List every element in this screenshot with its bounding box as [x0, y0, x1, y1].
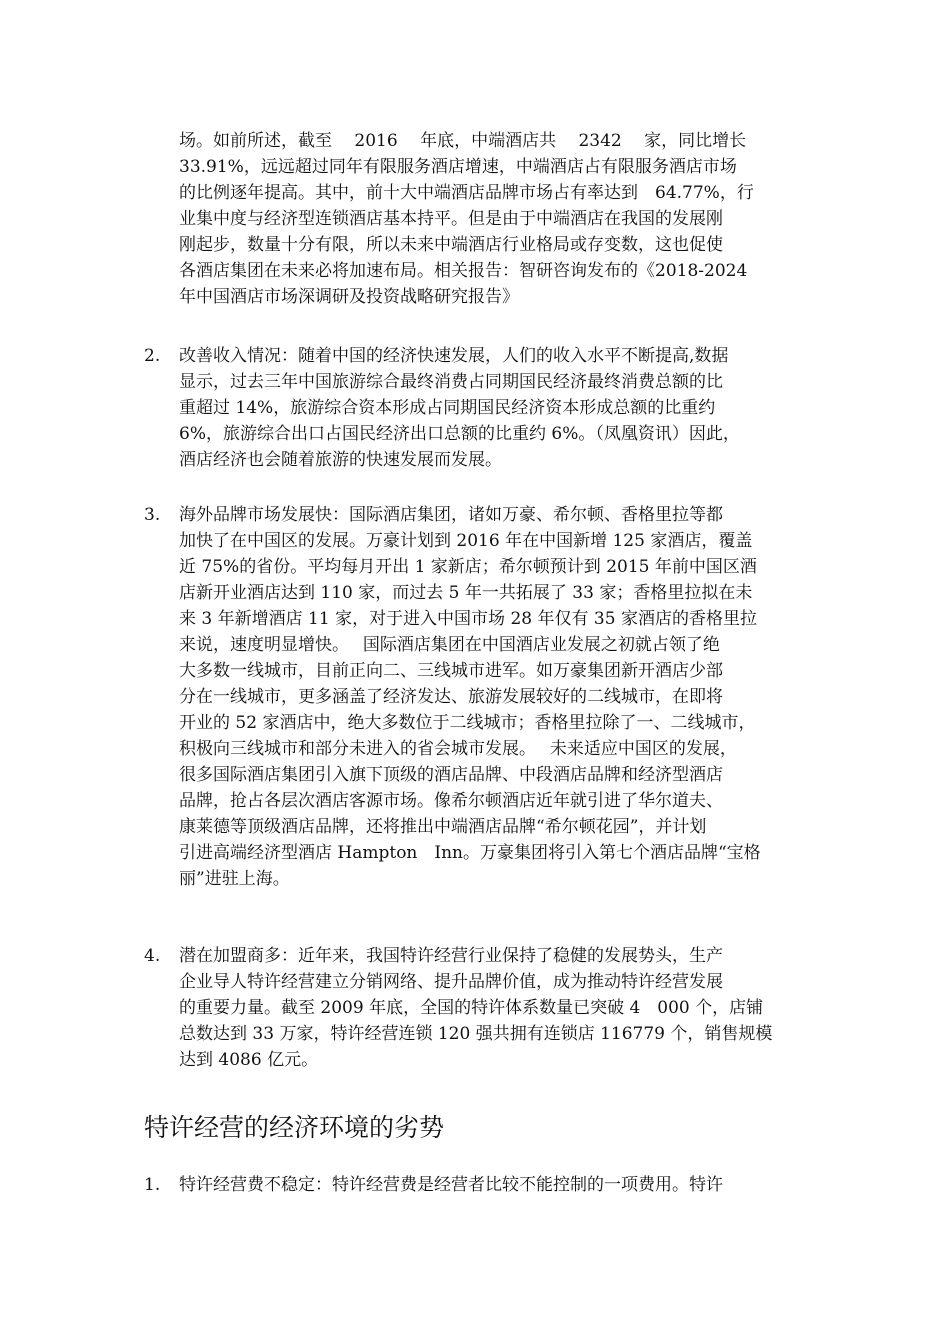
text-line: 加快了在中国区的发展。万豪计划到 2016 年在中国新增 125 家酒店，覆盖	[179, 531, 753, 551]
text-line: 总数达到 33 万家，特许经营连锁 120 强共拥有连锁店 116779 个，销售规模	[179, 1024, 773, 1044]
text-line: 年中国酒店市场深调研及投资战略研究报告》	[179, 287, 519, 307]
text-line: 酒店经济也会随着旅游的快速发展而发展。	[179, 450, 502, 470]
text-line: 品牌，抢占各层次酒店客源市场。像希尔顿酒店近年就引进了华尔道夫、	[179, 791, 723, 811]
text-line: 企业导人特许经营建立分销网络、提升品牌价值，成为推动特许经营发展	[179, 972, 723, 992]
text-line: 达到 4086 亿元。	[179, 1050, 319, 1070]
text-line: 来 3 年新增酒店 11 家，对于进入中国市场 28 年仅有 35 家酒店的香格里拉	[179, 609, 757, 629]
text-line: 来说，速度明显增快。 国际酒店集团在中国酒店业发展之初就占领了绝	[179, 635, 720, 655]
list-number: 4.	[144, 946, 161, 966]
list-number: 3.	[144, 505, 161, 525]
text-line: 海外品牌市场发展快：国际酒店集团，诸如万豪、希尔顿、香格里拉等都	[179, 505, 723, 525]
text-line: 的比例逐年提高。其中，前十大中端酒店品牌市场占有率达到 64.77%，行	[179, 183, 754, 203]
text-line: 各酒店集团在未来必将加速布局。相关报告：智研咨询发布的《2018-2024	[179, 261, 748, 281]
text-line: 显示，过去三年中国旅游综合最终消费占同期国民经济最终消费总额的比	[179, 372, 723, 392]
text-line: 开业的 52 家酒店中，绝大多数位于二线城市；香格里拉除了一、二线城市，	[179, 713, 756, 733]
list-number: 1.	[144, 1175, 161, 1195]
text-line: 大多数一线城市，目前正向二、三线城市进军。如万豪集团新开酒店少部	[179, 661, 723, 681]
list-number: 2.	[144, 346, 161, 366]
text-line: 近 75%的省份。平均每月开出 1 家新店；希尔顿预计到 2015 年前中国区酒	[179, 557, 757, 577]
text-line: 6%，旅游综合出口占国民经济出口总额的比重约 6%。（凤凰资讯）因此，	[179, 424, 740, 444]
text-line: 引进高端经济型酒店 Hampton Inn。万豪集团将引入第七个酒店品牌“宝格	[179, 843, 761, 863]
text-line: 很多国际酒店集团引入旗下顶级的酒店品牌、中段酒店品牌和经济型酒店	[179, 765, 723, 785]
text-line: 潜在加盟商多：近年来，我国特许经营行业保持了稳健的发展势头，生产	[179, 946, 723, 966]
text-line: 康莱德等顶级酒店品牌，还将推出中端酒店品牌“希尔顿花园”，并计划	[179, 817, 707, 837]
text-line: 改善收入情况：随着中国的经济快速发展，人们的收入水平不断提高,数据	[179, 346, 729, 366]
text-line: 分在一线城市，更多涵盖了经济发达、旅游发展较好的二线城市，在即将	[179, 687, 723, 707]
text-line: 33.91%，远远超过同年有限服务酒店增速，中端酒店占有限服务酒店市场	[179, 157, 737, 177]
text-line: 业集中度与经济型连锁酒店基本持平。但是由于中端酒店在我国的发展刚	[179, 209, 723, 229]
text-line: 丽”进驻上海。	[179, 869, 290, 889]
text-line: 积极向三线城市和部分未进入的省会城市发展。 未来适应中国区的发展，	[179, 739, 737, 759]
text-line: 的重要力量。截至 2009 年底，全国的特许体系数量已突破 4 000 个，店铺	[179, 998, 764, 1018]
text-line: 场。如前所述，截至 2016 年底，中端酒店共 2342 家，同比增长	[179, 131, 747, 151]
text-line: 重超过 14%，旅游综合资本形成占同期国民经济资本形成总额的比重约	[179, 398, 716, 418]
section-heading: 特许经营的经济环境的劣势	[144, 1113, 445, 1142]
text-line: 店新开业酒店达到 110 家，而过去 5 年一共拓展了 33 家；香格里拉拟在未	[179, 583, 753, 603]
text-line: 刚起步，数量十分有限，所以未来中端酒店行业格局或存变数，这也促使	[179, 235, 723, 255]
text-line: 特许经营费不稳定：特许经营费是经营者比较不能控制的一项费用。特许	[179, 1175, 723, 1195]
